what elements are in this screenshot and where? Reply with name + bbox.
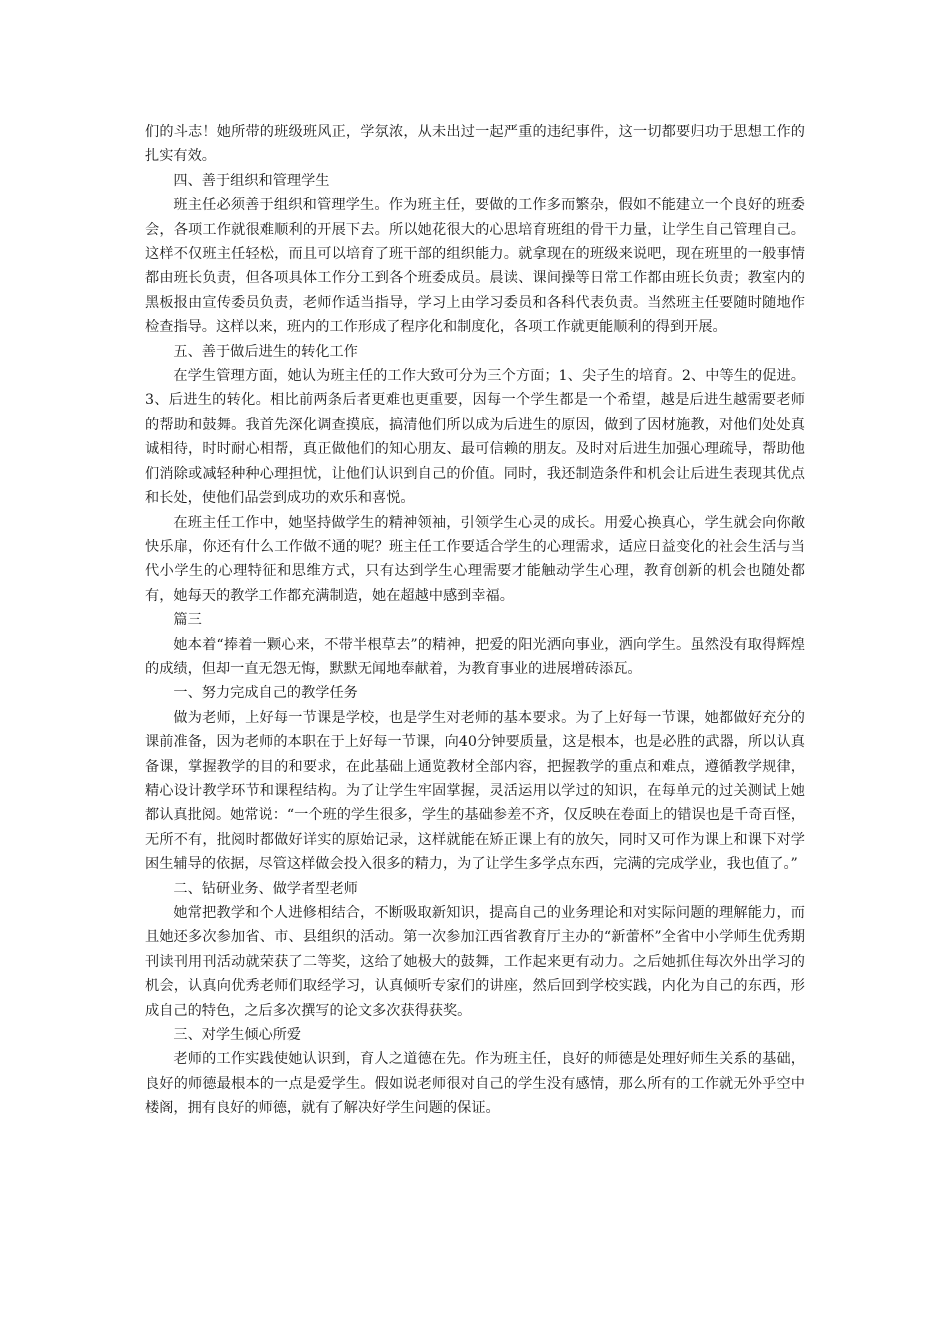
paragraph: 在学生管理方面，她认为班主任的工作大致可分为三个方面；1、尖子生的培育。2、中等生的促进。3、后进生的转化。相比前两条后者更难也更重要，因每一个学生都是一个希望，越是后进生越需要老师的帮助和鼓舞。我首先深化调查摸底，搞清他们所以成为后进生的原因，做到了因材施教，对他们处处真诚相待，时时耐心相帮，真正做他们的知心朋友、最可信赖的朋友。及时对后进生加强心理疏导，帮助他们消除或减轻种种心理担忧，让他们认识到自己的价值。同时，我还制造条件和机会让后进生表现其优点和长处，使他们品尝到成功的欢乐和喜悦。 [145, 368, 805, 507]
paragraph: 在班主任工作中，她坚持做学生的精神领袖，引领学生心灵的成长。用爱心换真心，学生就会向你敞快乐扉，你还有什么工作做不通的呢？班主任工作要适合学生的心理需求，适应日益变化的社会生活与当代小学生的心理特征和思维方式，只有达到学生心理需要才能触动学生心理，教育创新的机会也随处都有，她每天的教学工作都充满制造，她在超越中感到幸福。 [145, 514, 805, 604]
paragraph: 老师的工作实践使她认识到，育人之道德在先。作为班主任，良好的师德是处理好师生关系的基础，良好的师德最根本的一点是爱学生。假如说老师很对自己的学生没有感情，那么所有的工作就无外乎空中楼阁，拥有良好的师德，就有了解决好学生问题的保证。 [145, 1051, 805, 1117]
paragraph: 班主任必须善于组织和管理学生。作为班主任，要做的工作多而繁杂，假如不能建立一个良好的班委会，各项工作就很难顺利的开展下去。所以她花很大的心思培育班组的骨干力量，让学生自己管理自己。这样不仅班主任轻松，而且可以培育了班干部的组织能力。就拿现在的班级来说吧，现在班里的一般事情都由班长负责，但各项具体工作分工到各个班委成员。晨读、课间操等日常工作都由班长负责；教室内的黑板报由宣传委员负责，老师作适当指导，学习上由学习委员和各科代表负责。当然班主任要随时随地作检查指导。这样以来，班内的工作形成了程序化和制度化，各项工作就更能顺利的得到开展。 [145, 197, 805, 336]
paragraph: 们的斗志！她所带的班级班风正，学氛浓，从未出过一起严重的违纪事件，这一切都要归功于思想工作的扎实有效。 [145, 124, 805, 165]
paragraph: 她本着“捧着一颗心来，不带半根草去”的精神，把爱的阳光洒向事业，洒向学生。虽然没有取得辉煌的成绩，但却一直无怨无悔，默默无闻地奉献着，为教育事业的进展增砖添瓦。 [145, 636, 805, 677]
paragraph: 她常把教学和个人进修相结合，不断吸取新知识，提高自己的业务理论和对实际问题的理解能力，而且她还多次参加省、市、县组织的活动。第一次参加江西省教育厅主办的“新蕾杯”全省中小学师生优秀期刊读刊用刊活动就荣获了二等奖，这给了她极大的鼓舞，工作起来更有动力。之后她抓住每次外出学习的机会，认真向优秀老师们取经学习，认真倾听专家们的讲座，然后回到学校实践，内化为自己的东西，形成自己的特色，之后多次撰写的论文多次获得获奖。 [145, 905, 805, 1019]
document-body [145, 120, 805, 1121]
section-heading: 五、善于做后进生的转化工作 [173, 343, 358, 360]
paragraph: 做为老师，上好每一节课是学校，也是学生对老师的基本要求。为了上好每一节课，她都做好充分的课前准备，因为老师的本职在于上好每一节课，向40分钟要质量，这是根本，也是必胜的武器，所以认真备课，掌握教学的目的和要求，在此基础上通览教材全部内容，把握教学的重点和难点，遵循教学规律，精心设计教学环节和课程结构。为了让学生牢固掌握，灵活运用以学过的知识，在每单元的过关测试上她都认真批阅。她常说：“一个班的学生很多，学生的基础参差不齐，仅反映在卷面上的错误也是千奇百怪，无所不有，批阅时都做好详实的原始记录，这样就能在矫正课上有的放矢，同时又可作为课上和课下对学困生辅导的依据，尽管这样做会投入很多的精力，为了让学生多学点东西，完满的完成学业，我也值了。” [145, 709, 805, 873]
section-heading: 一、努力完成自己的教学任务 [173, 685, 358, 702]
section-heading: 二、钻研业务、做学者型老师 [173, 880, 358, 897]
section-heading: 四、善于组织和管理学生 [173, 172, 330, 189]
part-heading: 篇三 [173, 612, 202, 629]
section-heading: 三、对学生倾心所爱 [173, 1027, 302, 1044]
